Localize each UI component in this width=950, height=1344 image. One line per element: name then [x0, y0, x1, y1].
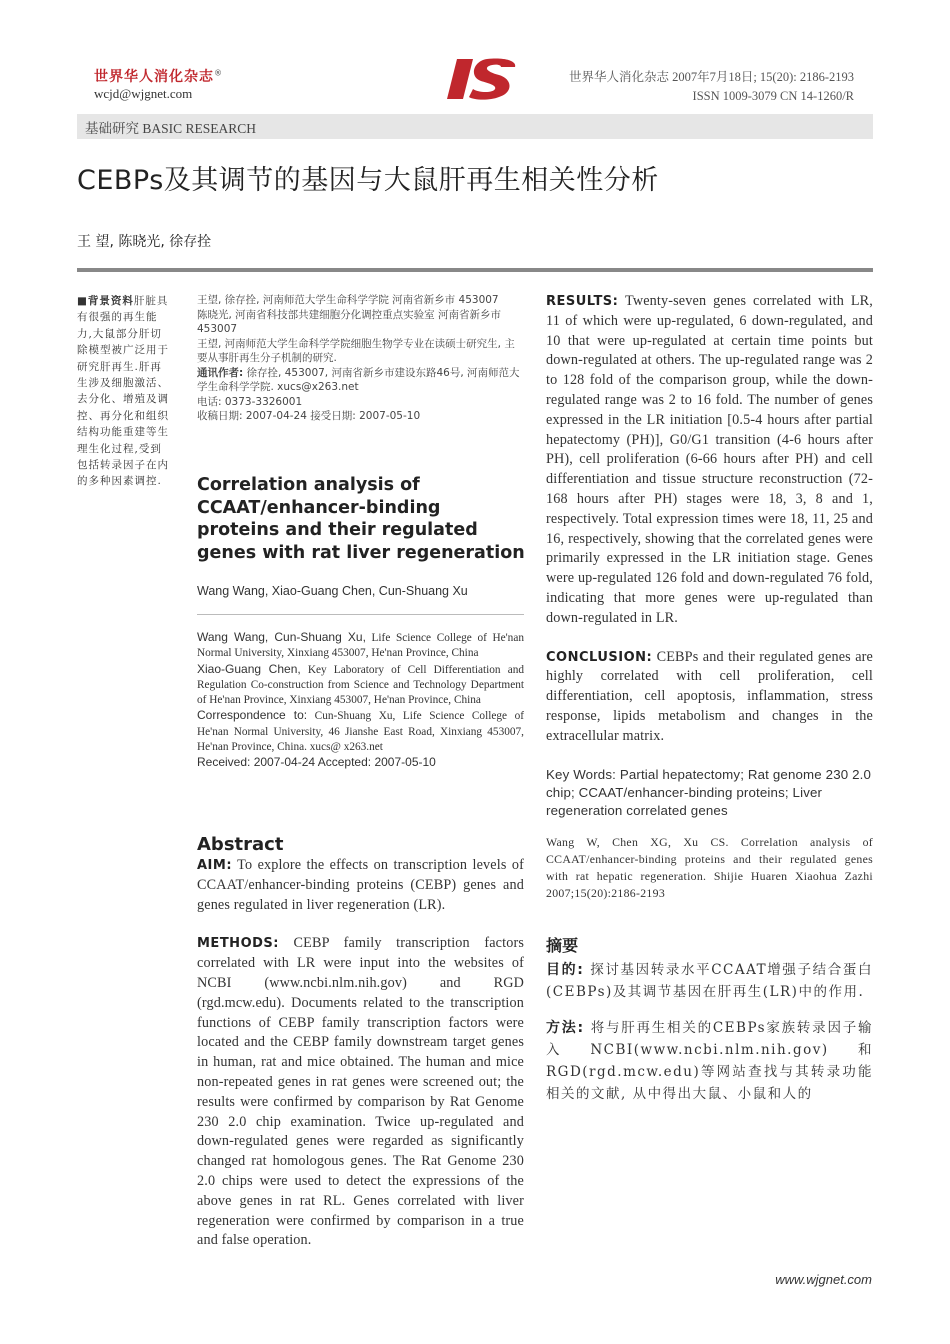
- affil-cn-line2: 陈晓光, 河南省科技部共建细胞分化调控重点实验室 河南省新乡市 453007: [197, 308, 502, 335]
- abstract-conclusion: [546, 648, 873, 747]
- abstract-cn-methods: [546, 1017, 873, 1105]
- affil-cn-line3: 王望, 河南师范大学生命科学学院细胞生物学专业在读硕士研究生, 主要从事肝再生分子机制的研究.: [197, 337, 515, 364]
- section-label: 基础研究 BASIC RESEARCH: [85, 121, 257, 136]
- affil-en-2-names: Xiao-Guang Chen,: [197, 661, 301, 676]
- journal-name: 世界华人消化杂志: [94, 69, 214, 85]
- affil-en-2-text: Key Laboratory of Cell Differentiation and Regulation Co-construction from Science and Technology Department of He'nan Province, Xinxiang 453007, He'nan Province, China: [197, 663, 524, 707]
- affil-cn-corr: [197, 366, 524, 395]
- abstract-heading: Abstract: [197, 834, 284, 855]
- methods-label: METHODS:: [197, 936, 279, 952]
- affil-cn-line1: 王望, 徐存拴, 河南师范大学生命科学学院 河南省新乡市 453007: [197, 294, 499, 306]
- journal-email[interactable]: wcjd@wjgnet.com: [94, 86, 193, 101]
- aim-label: AIM:: [197, 858, 233, 873]
- title-divider: [77, 268, 873, 272]
- cn-aim-label: 目的:: [546, 962, 585, 979]
- background-text: 肝脏具有很强的再生能力,大鼠部分肝切除模型被广泛用于研究肝再生.肝再生涉及细胞激活、去分化、增殖及调控、再分化和组织结构功能重建等生理生化过程,受到包括转录因子在内的多种因素调控.: [77, 295, 169, 488]
- affiliation-divider: [197, 614, 524, 615]
- abstract-cn-aim: [546, 959, 873, 1003]
- publisher-logo-icon: [443, 53, 519, 103]
- journal-logo: [94, 66, 223, 86]
- abstract-column-middle: [197, 856, 524, 1270]
- cn-methods-label: 方法:: [546, 1020, 585, 1037]
- footer-url[interactable]: www.wjgnet.com: [775, 1272, 872, 1287]
- affil-en-1: [197, 630, 524, 662]
- background-label: ■背景资料: [77, 295, 134, 307]
- header-citation-block: [569, 68, 854, 106]
- issn-line: ISSN 1009-3079 CN 14-1260/R: [692, 89, 854, 103]
- affil-cn-phone: 电话: 0373-3326001: [197, 395, 303, 408]
- background-sidebar: [77, 293, 172, 490]
- aim-text: To explore the effects on transcription levels of CCAAT/enhancer-binding proteins (CEBP) genes and genes regulated in liver regeneration (LR).: [197, 857, 524, 913]
- conclusion-label: CONCLUSION:: [546, 649, 653, 665]
- registered-mark: ®: [214, 68, 223, 78]
- abstract-aim: [197, 856, 524, 915]
- abstract-methods: [197, 934, 524, 1251]
- keywords: Key Words: Partial hepatectomy; Rat genome 230 2.0 chip; CCAAT/enhancer-binding proteins; Liver regeneration correlated genes: [546, 766, 872, 818]
- conclusion-text: CEBPs and their regulated genes are highly correlated with cell proliferation, cell differentiation, cell apoptosis, inflammation, stress response, lipids metabolism and changes in the extracellular matrix.: [546, 648, 873, 744]
- cn-aim-text: 探讨基因转录水平CCAAT增强子结合蛋白(CEBPs)及其调节基因在肝再生(LR)中的作用.: [546, 962, 873, 1001]
- affil-en-corr: [197, 708, 524, 755]
- affil-en-corr-label: Correspondence to:: [197, 708, 308, 723]
- methods-text: CEBP family transcription factors correlated with LR were input into the websites of NCBI (www.ncbi.nlm.nih.gov) and RGD (rgd.mcw.edu). Documents related to the transcription functions of CEBP family transcription factors were located and the CEBP family downstream target genes in human, rat and mice obtained. The human and mice non-repeated genes in rat genes were screened out; the results were confirmed by comparison by Rat Genome 230 2.0 chip examination. Twice up-regulated and down-regulated genes were regarded as significantly changed rat homologous genes. The Rat Genome 230 2.0 chips were used to detect the expressions of the above genes in rat RL. Genes correlated with liver regeneration were confirmed by comparison in a true and false operation.: [197, 935, 524, 1249]
- results-label: RESULTS:: [546, 294, 619, 309]
- citation: Wang W, Chen XG, Xu CS. Correlation analysis of CCAAT/enhancer-binding proteins and their regulated genes with rat hepatic regeneration. Shijie Huaren Xiaohua Zazhi 2007;15(20):2186-2193: [546, 834, 873, 900]
- page-title: CEBPs及其调节的基因与大鼠肝再生相关性分析: [77, 165, 659, 196]
- affil-en-1-text: Life Science College of He'nan Normal University, Xinxiang 453007, He'nan Province, China: [197, 632, 524, 660]
- results-text: Twenty-seven genes correlated with LR, 11 of which were up-regulated, 6 down-regulated, and 10 that were up-regulated at certain time points but down-regulated at others. The up-regulated range was 2 to 128 fold of the comparison group, while the down-regulated range was 2 to 16 fold. The number of genes expressed in the LR initiation [0.5-4 hours after partial hepatectomy (PH)], G0/G1 transition (4-6 hours after PH), cell proliferation (6-66 hours after PH) and cell differentiation and tissue structure reconstruction (72-168 hours after PH) stages were 18, 3, 8 and 1, respectively. Total expression times were 18, 11, 25 and 16, respectively, showing that the correlated genes were primarily expressed in the LR initiation stage. Genes were up-regulated 126 fold and down-regulated 76 fold, indicating that more genes were up-regulated than down-regulated in LR.: [546, 293, 873, 626]
- abstract-cn-heading: 摘要: [546, 935, 579, 955]
- affil-cn-corr-label: 通讯作者:: [197, 366, 244, 379]
- affil-en-2: [197, 662, 524, 709]
- affil-cn-corr-text: 徐存拴, 453007, 河南省新乡市建设东路46号, 河南师范大学生命科学学院. xucs@x263.net: [197, 366, 520, 393]
- affil-cn-dates: 收稿日期: 2007-04-24 接受日期: 2007-05-10: [197, 410, 421, 422]
- affiliation-cn: [197, 293, 524, 424]
- authors-cn: 王 望, 陈晓光, 徐存拴: [77, 234, 212, 250]
- journal-issue-line: 世界华人消化杂志 2007年7月18日; 15(20): 2186-2193: [568, 70, 854, 84]
- abstract-column-right: [546, 292, 873, 1124]
- english-title: Correlation analysis of CCAAT/enhancer-binding proteins and their regulated genes with rat liver regeneration: [197, 475, 525, 563]
- cn-methods-text: 将与肝再生相关的CEBPs家族转录因子输入NCBI(www.ncbi.nlm.nih.gov)和RGD(rgd.mcw.edu)等网站查找与其转录功能相关的文献, 从中得出大鼠、小鼠和人的: [546, 1020, 873, 1103]
- english-authors: Wang Wang, Xiao-Guang Chen, Cun-Shuang Xu: [197, 584, 468, 598]
- abstract-results: [546, 292, 873, 629]
- affil-en-received: Received: 2007-04-24 Accepted: 2007-05-10: [197, 755, 436, 770]
- affil-en-1-names: Wang Wang, Cun-Shuang Xu,: [197, 630, 366, 644]
- affiliation-en: [197, 630, 524, 771]
- affil-en-corr-text: Cun-Shuang Xu, Life Science College of He'nan Normal University, 46 Jianshe East Road, Xinxiang 453007, He'nan Province, China. xucs@ x263.net: [197, 710, 524, 754]
